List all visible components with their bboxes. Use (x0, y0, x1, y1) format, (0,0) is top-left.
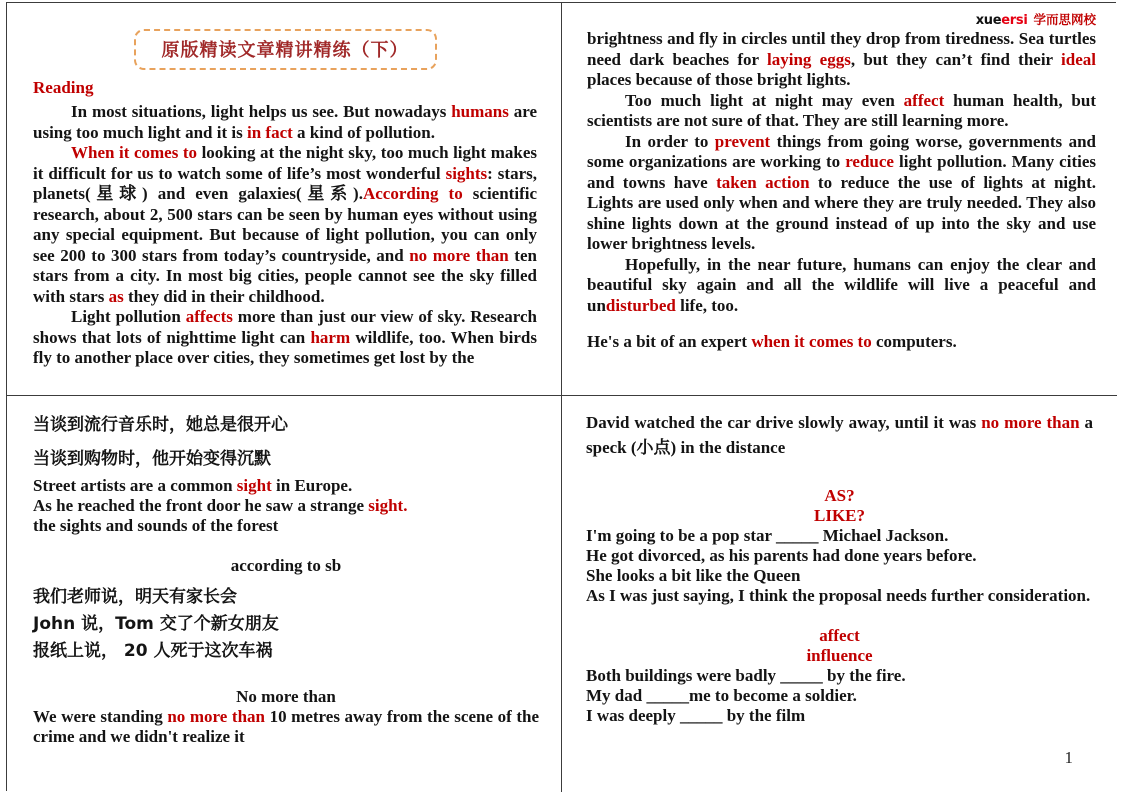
chinese-sentence: 当谈到流行音乐时，她总是很开心 (33, 415, 288, 435)
phrase-heading: influence (806, 646, 873, 665)
phrase-heading: according to sb (230, 556, 342, 575)
example-sentence: My dad _____me to become a soldier. (586, 686, 857, 705)
example-sentence: He got divorced, as his parents had done years before. (586, 546, 977, 565)
reading-paragraph: Hopefully, in the near future, humans can enjoy the clear and beautiful sky again and all the wildlife will live a peaceful and undisturbed life, too. (587, 254, 1096, 315)
chinese-sentence: 报纸上说， 20 人死于这次车祸 (33, 641, 273, 661)
page-title: 原版精读文章精讲精练（下） (161, 40, 409, 61)
phrase-heading: AS? (824, 486, 855, 505)
example-sentence: She looks a bit like the Queen (586, 566, 801, 585)
reading-paragraph: Too much light at night may even affect human health, but scientists are not sure of that. They are still learning more. (587, 90, 1097, 130)
example-sentence: As I was just saying, I think the proposal needs further consideration. (586, 586, 1091, 605)
chinese-sentence: 当谈到购物时，他开始变得沉默 (33, 449, 271, 469)
logo-text-chinese: 学而思网校 (1033, 12, 1096, 27)
reading-paragraph: brightness and fly in circles until they drop from tiredness. Sea turtles need dark beaches for laying eggs, but they can’t find their ideal places because of those bright lights. (587, 29, 1096, 89)
reading-paragraph: When it comes to looking at the night sky, too much light makes it difficult for us to watch some of life’s most wonderful sights: stars, planets(星球) and even galaxies(星系).According to scientific research, about 2, 500 stars can be seen by human eyes without using any special equipment. But because of light pollution, you can only see 200 to 300 stars from today’s countryside, and no more than ten stars from a city. In most big cities, people cannot see the sky filled with stars as they did in their childhood. (33, 143, 537, 306)
example-sentence: the sights and sounds of the forest (33, 516, 279, 535)
phrase-heading: LIKE? (813, 506, 866, 525)
slide-grid (6, 2, 1116, 791)
example-sentence: Both buildings were badly _____ by the fire. (586, 666, 906, 685)
reading-paragraph: In most situations, light helps us see. But nowadays humans are using too much light and it is in fact a kind of pollution. (33, 102, 537, 142)
example-sentence: He's a bit of an expert when it comes to computers. (587, 332, 957, 351)
panel-bottom-left (7, 396, 562, 792)
phrase-heading: affect (819, 626, 860, 645)
page-number: 1 (1064, 748, 1073, 767)
example-sentence: We were standing no more than 10 metres away from the scene of the crime and we didn't realize it (33, 707, 539, 746)
panel-top-left (7, 3, 562, 396)
reading-paragraph: Light pollution affects more than just our view of sky. Research shows that lots of nighttime light can harm wildlife, too. When birds fly to another place over cities, they sometimes get lost by the (33, 307, 538, 367)
chinese-sentence: 我们老师说，明天有家长会 (33, 587, 237, 607)
logo-text-ersi: ersi (1001, 13, 1028, 28)
example-sentence: Street artists are a common sight in Europe. (33, 476, 353, 495)
chinese-sentence: John 说，Tom 交了个新女朋友 (33, 614, 279, 634)
panel-top-right (562, 3, 1117, 396)
reading-paragraph: In order to prevent things from going worse, governments and some organizations are working to reduce light pollution. Many cities and towns have taken action to reduce the use of lights at night. Lights are used only when and where they are truly needed. They also shine lights down at the ground instead of up into the sky and use lower brightness levels. (587, 131, 1097, 253)
example-sentence: I'm going to be a pop star _____ Michael Jackson. (586, 526, 949, 545)
phrase-heading: No more than (236, 687, 336, 706)
example-sentence: I was deeply _____ by the film (586, 706, 806, 725)
example-sentence: David watched the car drive slowly away, until it was no more than a speck (小点) in the distance (586, 413, 1093, 457)
reading-label: Reading (33, 78, 94, 97)
logo-text-xue: xue (975, 13, 1002, 28)
xueersi-logo (587, 9, 1096, 29)
example-sentence: As he reached the front door he saw a strange sight. (33, 496, 408, 515)
title-box (134, 29, 437, 70)
panel-bottom-right (562, 396, 1117, 792)
